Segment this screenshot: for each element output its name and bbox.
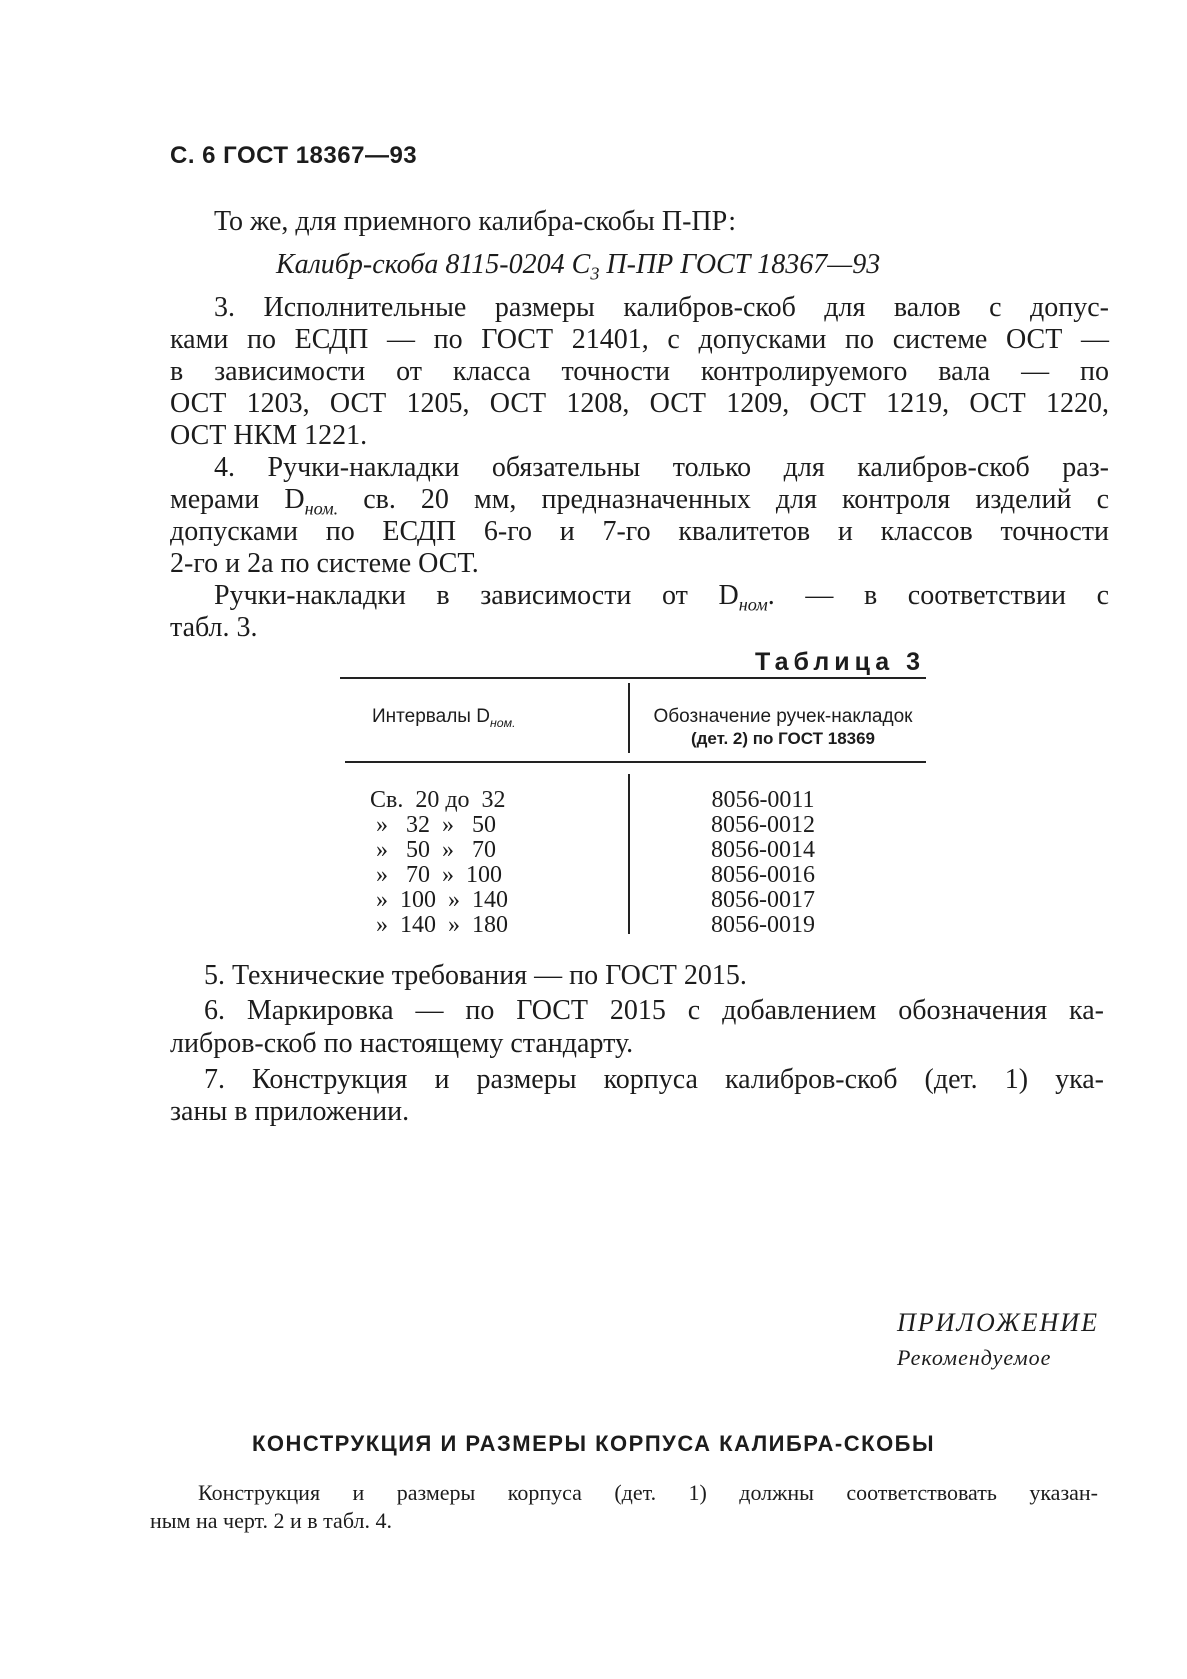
table-col2-header	[638, 706, 928, 750]
p3-line-1: 3. Исполнительные размеры калибров-скоб для валов с допус-	[214, 292, 1109, 323]
section-title: КОНСТРУКЦИЯ И РАЗМЕРЫ КОРПУСА КАЛИБРА-СКОБЫ	[251, 1431, 936, 1456]
table-row-interval: » 70 » 100	[370, 862, 502, 888]
table-caption: Таблица 3	[755, 648, 926, 676]
p4b-l1-post: . — в соответствии с	[767, 580, 1109, 611]
table-body-divider	[628, 774, 630, 934]
example-designation	[276, 249, 880, 290]
table-row-interval: Св. 20 до 32	[370, 787, 506, 813]
p4-l2-sub: ном.	[304, 498, 339, 519]
table-row-code: 8056-0012	[711, 812, 815, 838]
intro-line: То же, для приемного калибра-скобы П-ПР:	[214, 206, 737, 237]
example-text: Калибр-скоба 8115-0204 С	[276, 249, 591, 280]
table-code-column	[678, 788, 848, 938]
final-line-1: Конструкция и размеры корпуса (дет. 1) должны соответствовать указан-	[198, 1480, 1098, 1505]
table-row-interval: » 32 » 50	[370, 812, 496, 838]
p4b-line-2: табл. 3.	[170, 612, 258, 643]
page-header: С. 6 ГОСТ 18367—93	[170, 142, 418, 169]
p4-l2-post: св. 20 мм, предназначенных для контроля изделий с	[338, 484, 1109, 515]
p4-l2-pre: мерами D	[170, 484, 305, 515]
p4-line-1: 4. Ручки-накладки обязательны только для калибров-скоб раз-	[214, 452, 1109, 483]
col2-header-line-2: (дет. 2) по ГОСТ 18369	[690, 729, 876, 748]
p4b-l1-pre: Ручки-накладки в зависимости от D	[214, 580, 739, 611]
example-subscript: 3	[590, 263, 600, 284]
table-row-interval: » 100 » 140	[370, 887, 508, 913]
p3-line-3: в зависимости от класса точности контролируемого вала — по	[170, 356, 1109, 387]
p4-line-4: 2-го и 2а по системе ОСТ.	[170, 548, 479, 579]
table-header-rule	[345, 761, 926, 763]
table-row-code: 8056-0019	[711, 912, 815, 938]
col1-header-sub: ном.	[489, 715, 516, 730]
table-col1-header	[372, 706, 516, 730]
table-row-interval: » 140 » 180	[370, 912, 508, 938]
p4b-line-1	[214, 580, 1109, 621]
p6-line-1: 6. Маркировка — по ГОСТ 2015 с добавлением обозначения ка-	[204, 995, 1104, 1026]
table-row-code: 8056-0014	[711, 837, 815, 863]
final-line-2: ным на черт. 2 и в табл. 4.	[150, 1508, 392, 1533]
table-row-code: 8056-0011	[711, 787, 815, 813]
p3-line-4: ОСТ 1203, ОСТ 1205, ОСТ 1208, ОСТ 1209, ОСТ 1219, ОСТ 1220,	[170, 388, 1109, 419]
p7-line-1: 7. Конструкция и размеры корпуса калибров-скоб (дет. 1) ука-	[204, 1064, 1104, 1095]
p4b-l1-sub: ном	[738, 594, 768, 615]
table-row-interval: » 50 » 70	[370, 837, 496, 863]
p3-line-2: ками по ЕСДП — по ГОСТ 21401, с допусками по системе ОСТ —	[170, 324, 1109, 355]
col2-header-line-1: Обозначение ручек-накладок	[653, 706, 913, 727]
col1-header-text: Интервалы D	[372, 706, 490, 727]
p7-line-2: заны в приложении.	[170, 1096, 410, 1127]
table-header-divider	[628, 683, 630, 753]
p5-line: 5. Технические требования — по ГОСТ 2015.	[204, 960, 747, 991]
table-row-code: 8056-0017	[711, 887, 815, 913]
appendix-title: ПРИЛОЖЕНИЕ	[897, 1308, 1099, 1337]
table-interval-column	[370, 788, 508, 938]
example-text-end: П-ПР ГОСТ 18367—93	[599, 249, 881, 280]
table-top-rule	[340, 677, 926, 679]
p3-line-5: ОСТ НКМ 1221.	[170, 420, 368, 451]
p4-line-3: допусками по ЕСДП 6-го и 7-го квалитетов и классов точности	[170, 516, 1109, 547]
p6-line-2: либров-скоб по настоящему стандарту.	[170, 1028, 634, 1059]
table-row-code: 8056-0016	[711, 862, 815, 888]
appendix-subtitle: Рекомендуемое	[897, 1345, 1052, 1370]
